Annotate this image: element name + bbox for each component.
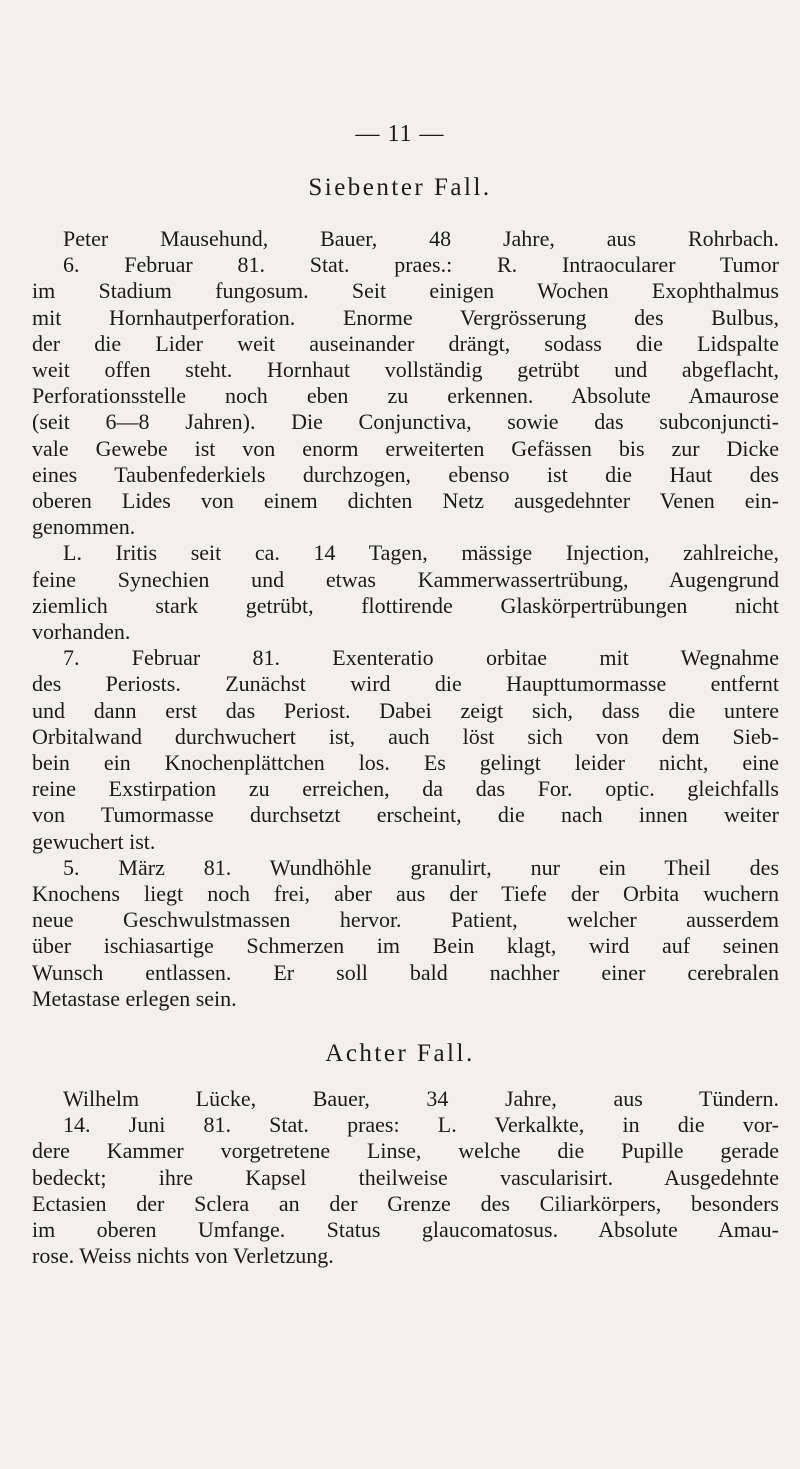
text-line: 14. Juni 81. Stat. praes: L. Verkalkte, in die vor- bbox=[63, 1112, 779, 1137]
case-heading-siebenter-fall: Siebenter Fall. bbox=[308, 174, 492, 201]
text-line: von Tumormasse durchsetzt erscheint, die nach innen weiter bbox=[32, 802, 779, 827]
text-line: feine Synechien und etwas Kammerwassertrübung, Augengrund bbox=[32, 567, 779, 592]
text-line: Wunsch entlassen. Er soll bald nachher einer cerebralen bbox=[32, 960, 779, 985]
text-line: über ischiasartige Schmerzen im Bein klagt, wird auf seinen bbox=[32, 933, 779, 958]
text-line: 7. Februar 81. Exenteratio orbitae mit Wegnahme bbox=[63, 645, 779, 670]
case-heading-achter-fall: Achter Fall. bbox=[325, 1040, 475, 1067]
text-line: bedeckt; ihre Kapsel theilweise vascularisirt. Ausgedehnte bbox=[32, 1165, 779, 1190]
text-line: 6. Februar 81. Stat. praes.: R. Intraocularer Tumor bbox=[63, 252, 779, 277]
text-line: im oberen Umfange. Status glaucomatosus. Absolute Amau- bbox=[32, 1217, 779, 1242]
text-line: Wilhelm Lücke, Bauer, 34 Jahre, aus Tündern. bbox=[63, 1086, 779, 1111]
page-number: — 11 — bbox=[355, 121, 445, 147]
text-line: oberen Lides von einem dichten Netz ausgedehnter Venen ein- bbox=[32, 488, 779, 513]
text-line: 5. März 81. Wundhöhle granulirt, nur ein Theil des bbox=[63, 855, 779, 880]
text-line: ziemlich stark getrübt, flottirende Glaskörpertrübungen nicht bbox=[32, 593, 779, 618]
text-line: weit offen steht. Hornhaut vollständig getrübt und abgeflacht, bbox=[32, 357, 779, 382]
text-line: Perforationsstelle noch eben zu erkennen. Absolute Amaurose bbox=[32, 383, 779, 408]
text-line: L. Iritis seit ca. 14 Tagen, mässige Injection, zahlreiche, bbox=[63, 540, 779, 565]
text-line: und dann erst das Periost. Dabei zeigt sich, dass die untere bbox=[32, 698, 779, 723]
text-line: genommen. bbox=[32, 514, 136, 539]
text-line: rose. Weiss nichts von Verletzung. bbox=[32, 1243, 334, 1268]
text-line: (seit 6—8 Jahren). Die Conjunctiva, sowie das subconjuncti- bbox=[32, 409, 779, 434]
text-line: eines Taubenfederkiels durchzogen, ebenso ist die Haut des bbox=[32, 462, 779, 487]
text-line: des Periosts. Zunächst wird die Haupttumormasse entfernt bbox=[32, 671, 779, 696]
text-line: dere Kammer vorgetretene Linse, welche die Pupille gerade bbox=[32, 1138, 779, 1163]
text-line: Knochens liegt noch frei, aber aus der Tiefe der Orbita wuchern bbox=[32, 881, 779, 906]
text-line: Metastase erlegen sein. bbox=[32, 986, 237, 1011]
text-line: vorhanden. bbox=[32, 619, 131, 644]
text-line: reine Exstirpation zu erreichen, da das For. optic. gleichfalls bbox=[32, 776, 779, 801]
text-line: der die Lider weit auseinander drängt, sodass die Lidspalte bbox=[32, 331, 779, 356]
text-line: Orbitalwand durchwuchert ist, auch löst sich von dem Sieb- bbox=[32, 724, 779, 749]
text-line: Ectasien der Sclera an der Grenze des Ciliarkörpers, besonders bbox=[32, 1191, 779, 1216]
text-line: neue Geschwulstmassen hervor. Patient, welcher ausserdem bbox=[32, 907, 779, 932]
text-line: vale Gewebe ist von enorm erweiterten Gefässen bis zur Dicke bbox=[32, 436, 779, 461]
text-line: Peter Mausehund, Bauer, 48 Jahre, aus Rohrbach. bbox=[63, 226, 779, 251]
text-line: gewuchert ist. bbox=[32, 829, 156, 854]
text-line: im Stadium fungosum. Seit einigen Wochen Exophthalmus bbox=[32, 278, 779, 303]
text-line: bein ein Knochenplättchen los. Es gelingt leider nicht, eine bbox=[32, 750, 779, 775]
text-line: mit Hornhautperforation. Enorme Vergrösserung des Bulbus, bbox=[32, 305, 779, 330]
